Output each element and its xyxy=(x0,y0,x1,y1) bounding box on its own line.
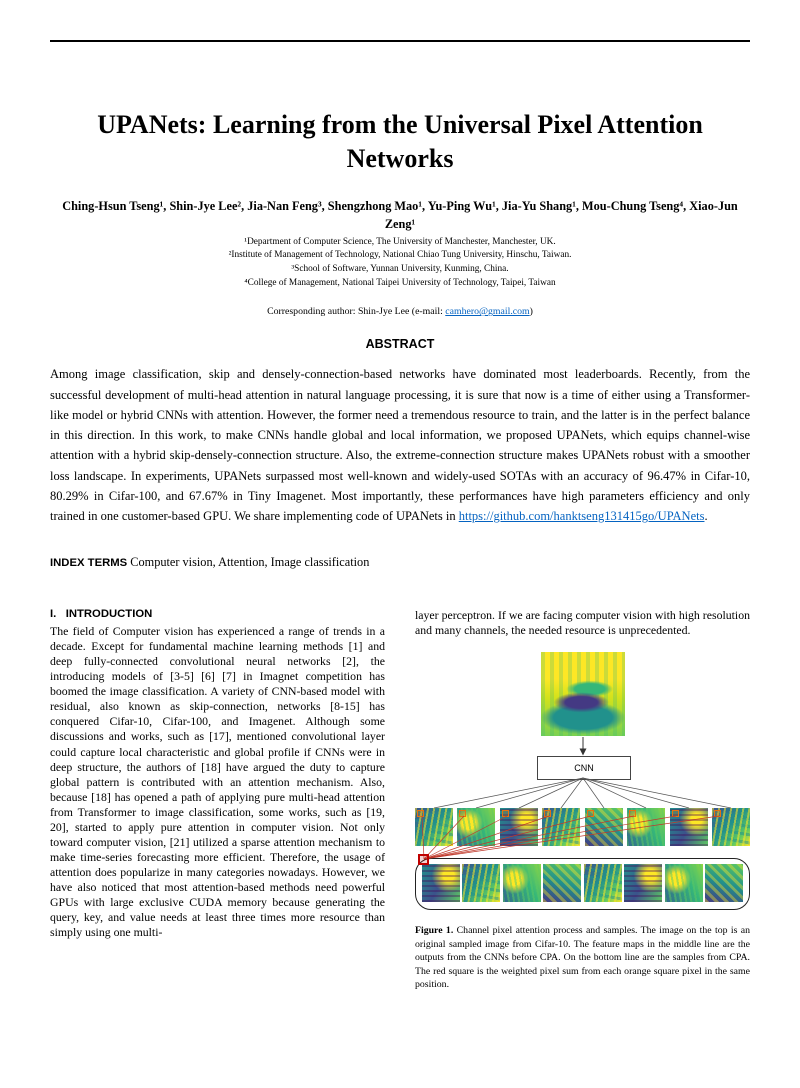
abstract-github-link[interactable]: https://github.com/hanktseng131415go/UPANets xyxy=(458,509,705,523)
cifar10-sample-image xyxy=(541,652,625,736)
two-column-body xyxy=(50,608,750,992)
introduction-right-text: layer perceptron. If we are facing computer vision with high resolution and many channels, the needed resource is unprecedented. xyxy=(415,608,750,638)
paper-title: UPANets: Learning from the Universal Pixel Attention Networks xyxy=(97,110,703,174)
feature-map-row-before-cpa xyxy=(415,808,750,846)
figure-caption-label: Figure 1. xyxy=(415,925,454,937)
affiliation-2: ²Institute of Management of Technology, National Chiao Tung University, Hinschu, Taiwan. xyxy=(228,250,572,261)
introduction-left-text: The field of Computer vision has experienced a range of trends in a decade. Except for fundamental machine learning methods [1] and deep fully-connected convolutional neural networks [2], the introducing models of [3-5] [6] [7] in Imagnet competition has boomed the image classification. A variety of CNN-based model with residual, also known as skip-connection, networks [8-15] has conquered Cifar-10, Cifar-100, and Imagenet. Although some discussions and works, such as [17], mentioned convolutional layer could capture local characteristic and global profile if CNNs were in deep structure, the authors of [18] have argued the duty to capture global pattern is contributed with an attention mechanism. Also, because [18] has opened a path of applying pure multi-head attention from Transformer to image classification, some works, such as [19, 20], started to apply pure attention in computer vision. Not only toward computer vision, [21] utilized a sparse attention mechanism to make time-series forecasting more efficient. Therefore, the usage of attention does popularize in many categories nowadays. However, we have also noticed that most attention-based methods need powerful GPUs with large exclusive CUDA memory because generating the query, key, and value needs at least three times more resource than simply using one multi- xyxy=(50,624,385,939)
affiliation-4: ⁴College of Management, National Taipei University of Technology, Taipei, Taiwan xyxy=(244,278,556,289)
header-rule xyxy=(50,40,750,42)
feature-map xyxy=(500,808,538,846)
orange-pixel-marker xyxy=(629,810,636,817)
figure-caption-text: Channel pixel attention process and samples. The image on the top is an original sampled image from Cifar-10. The feature maps in the middle line are the outputs from the CNNs before CPA. On the bottom line are the samples from CPA. The red square is the weighted pixel sum from each orange square pixel in the same position. xyxy=(415,925,750,991)
abstract-period: . xyxy=(704,509,708,523)
introduction-heading: I. INTRODUCTION xyxy=(50,608,153,621)
abstract-body: Among image classification, skip and densely-connection-based networks have dominated most leaderboards. Recently, from the successful development of multi-head attention in natural language processing, it is sure that now is a time of either using a Transformer-like model or hybrid CNNs with attention. However, the former need a tremendous resource to train, and the latter is in the perfect balance in this direction. In this work, to make CNNs handle global and local information, we proposed UPANets, which equips channel-wise attention with a hybrid skip-densely-connection structure. Also, the extreme-connection structure makes UPANets robust with a smoother loss landscape. In experiments, UPANets surpassed most well-known and widely-used SOTAs with an accuracy of 96.47% in Cifar-10, 80.29% in Cifar-100, and 67.67% in Tiny Imagenet. Most importantly, these performances have high parameters efficiency and only trained in one customer-based GPU. We share implementing code of UPANets in xyxy=(50,367,750,523)
orange-pixel-marker xyxy=(417,810,424,817)
feature-map xyxy=(457,808,495,846)
feature-map xyxy=(627,808,665,846)
corresponding-email-link[interactable]: camhero@gmail.com xyxy=(445,306,530,318)
affiliation-block xyxy=(50,236,750,292)
affiliation-3: ³School of Software, Yunnan University, Kunming, China. xyxy=(291,264,509,275)
cpa-sample xyxy=(665,864,703,902)
cpa-sample xyxy=(584,864,622,902)
cpa-sample xyxy=(462,864,500,902)
index-terms-list: Computer vision, Attention, Image classification xyxy=(127,555,370,570)
feature-map xyxy=(712,808,750,846)
figure-1 xyxy=(415,652,750,914)
author-list: Ching-Hsun Tseng¹, Shin-Jye Lee², Jia-Nan Feng³, Shengzhong Mao¹, Yu-Ping Wu¹, Jia-Yu Shang¹, Mou-Chung Tseng⁴, Xiao-Jun Zeng¹ xyxy=(62,198,738,232)
cpa-sample-row xyxy=(415,858,750,910)
index-terms-line xyxy=(50,555,750,570)
affiliation-1: ¹Department of Computer Science, The University of Manchester, Manchester, UK. xyxy=(244,236,556,247)
index-terms-label: INDEX TERMS xyxy=(50,557,128,570)
feature-map xyxy=(542,808,580,846)
orange-pixel-marker xyxy=(587,810,594,817)
figure-caption xyxy=(415,924,750,992)
orange-pixel-marker xyxy=(544,810,551,817)
feature-map xyxy=(670,808,708,846)
cpa-sample xyxy=(705,864,743,902)
abstract-paragraph xyxy=(50,364,750,526)
red-weighted-pixel-square xyxy=(418,854,429,865)
right-column xyxy=(415,608,750,992)
orange-pixel-marker xyxy=(459,810,466,817)
cpa-sample xyxy=(503,864,541,902)
feature-map xyxy=(415,808,453,846)
left-column xyxy=(50,608,385,992)
corresponding-author-line xyxy=(50,306,750,317)
orange-pixel-marker xyxy=(672,810,679,817)
cpa-sample xyxy=(422,864,460,902)
corresponding-prefix: Corresponding author: Shin-Jye Lee (e-mail: xyxy=(267,306,446,318)
orange-pixel-marker xyxy=(502,810,509,817)
cpa-sample xyxy=(543,864,581,902)
orange-pixel-marker xyxy=(714,810,721,817)
feature-map xyxy=(585,808,623,846)
cpa-sample xyxy=(624,864,662,902)
corresponding-suffix: ) xyxy=(529,306,533,318)
cnn-box: CNN xyxy=(537,756,631,780)
abstract-heading: ABSTRACT xyxy=(365,337,435,352)
